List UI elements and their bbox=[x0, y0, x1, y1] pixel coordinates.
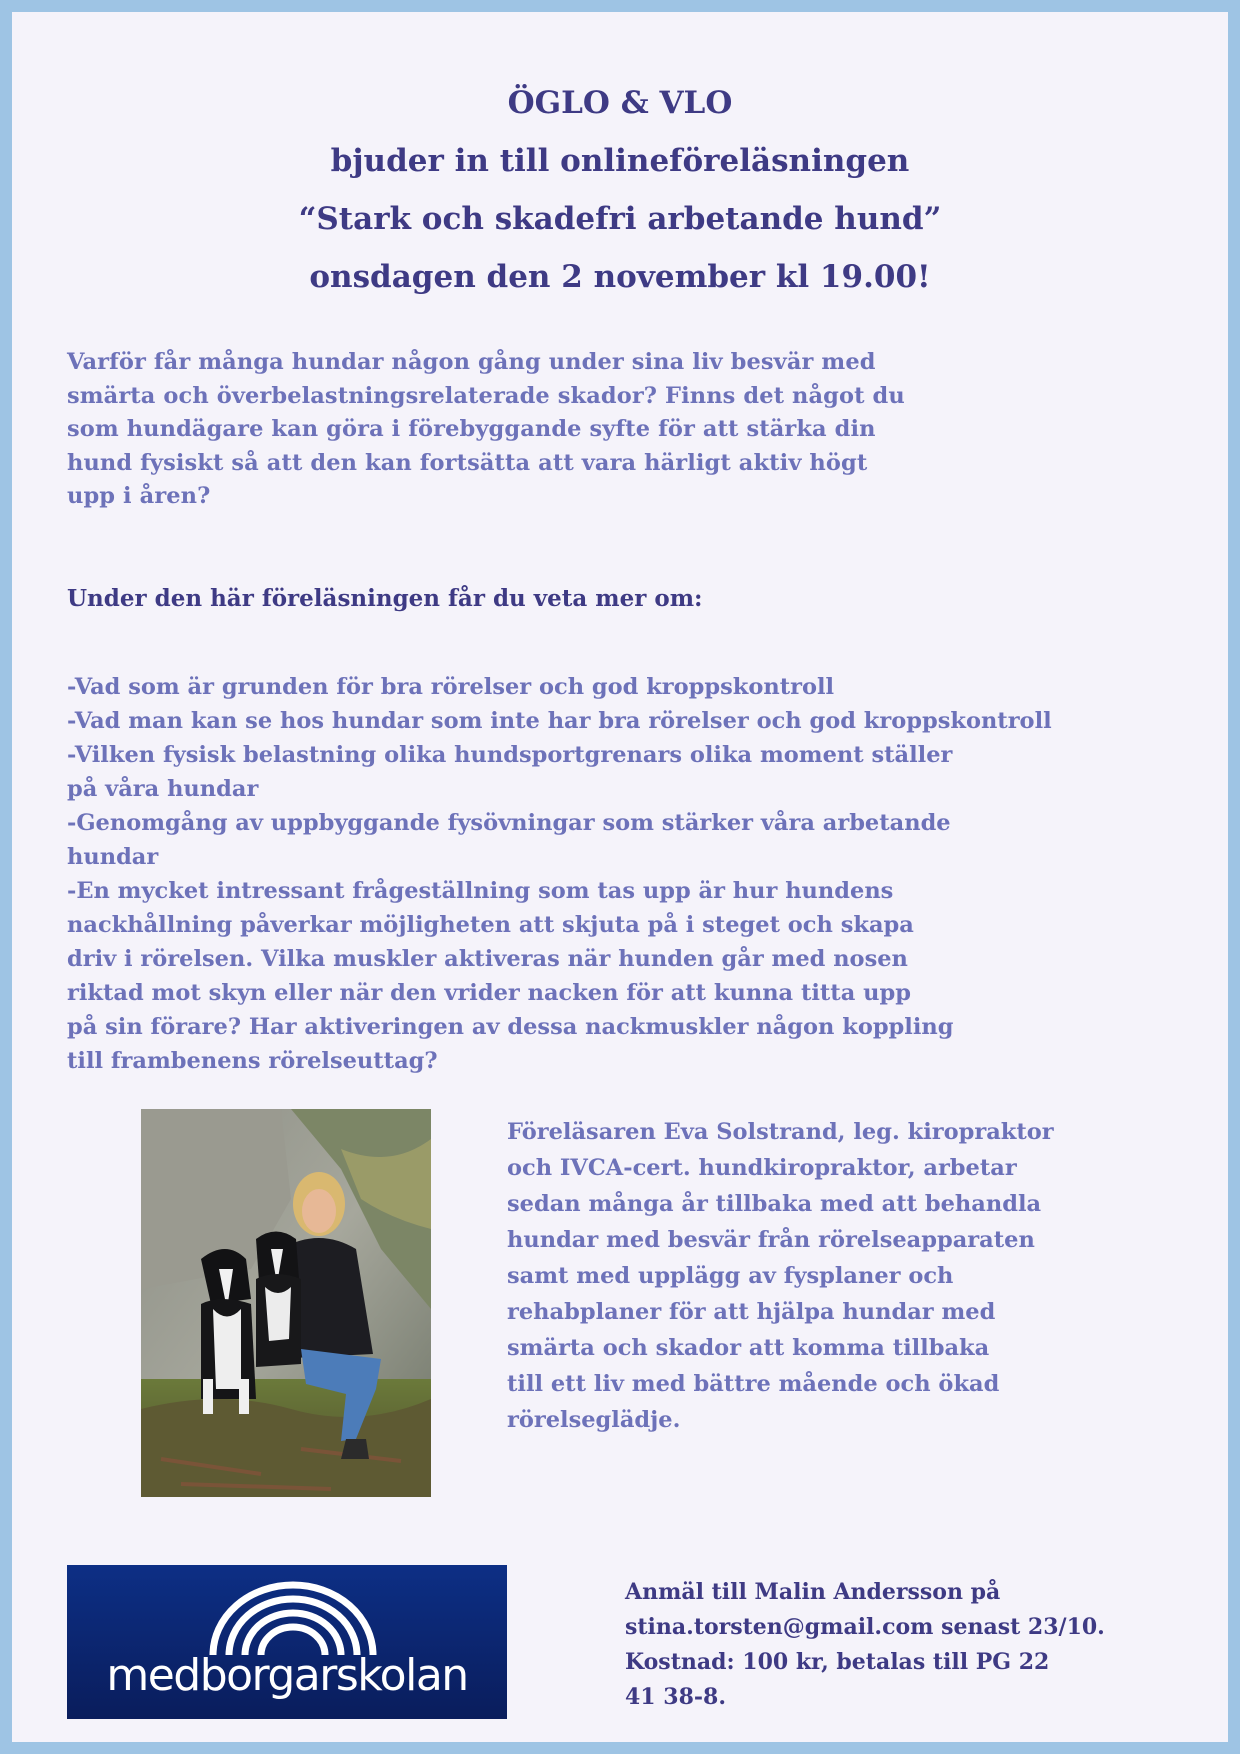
bio-line: samt med upplägg av fysplaner och bbox=[507, 1263, 954, 1289]
flyer-page bbox=[12, 12, 1228, 1742]
topics-list bbox=[67, 670, 1227, 1078]
lecture-title: “Stark och skadefri arbetande hund” bbox=[298, 201, 942, 237]
topic-line: -Genomgång av uppbyggande fysövningar som stärker våra arbetande bbox=[67, 810, 951, 836]
signup-line: Kostnad: 100 kr, betalas till PG 22 bbox=[625, 1649, 1050, 1675]
topic-line: -En mycket intressant frågeställning som tas upp är hur hundens bbox=[67, 878, 894, 904]
intro-line: smärta och överbelastningsrelaterade skador? Finns det något du bbox=[67, 382, 905, 409]
signup-line: stina.torsten@gmail.com senast 23/10. bbox=[625, 1614, 1105, 1640]
topic-line: till frambenens rörelseuttag? bbox=[67, 1048, 438, 1074]
intro-line: som hundägare kan göra i förebyggande syfte för att stärka din bbox=[67, 416, 876, 442]
bio-line: och IVCA-cert. hundkiropraktor, arbetar bbox=[507, 1155, 1017, 1181]
topic-line: hundar bbox=[67, 844, 159, 870]
lecturer-bio bbox=[507, 1114, 1054, 1438]
invitation-line: bjuder in till onlineföreläsningen bbox=[330, 143, 910, 179]
topic-line: på våra hundar bbox=[67, 776, 259, 802]
topic-line: nackhållning påverkar möjligheten att skjuta på i steget och skapa bbox=[67, 912, 914, 938]
bio-line: sedan många år tillbaka med att behandla bbox=[507, 1191, 1042, 1217]
intro-paragraph bbox=[67, 346, 1067, 514]
bio-line: smärta och skador att komma tillbaka bbox=[507, 1335, 990, 1361]
bio-line: rörelseglädje. bbox=[507, 1407, 681, 1433]
intro-line: Varför får många hundar någon gång under sina liv besvär med bbox=[67, 349, 876, 375]
intro-line: upp i åren? bbox=[67, 483, 211, 509]
topic-line: -Vad som är grunden för bra rörelser och god kroppskontroll bbox=[67, 674, 835, 700]
organizers-line: ÖGLO & VLO bbox=[507, 85, 733, 121]
topic-line: -Vilken fysisk belastning olika hundsportgrenars olika moment ställer bbox=[67, 742, 953, 768]
intro-line: hund fysiskt så att den kan fortsätta att vara härligt aktiv högt bbox=[67, 449, 868, 476]
topic-line: på sin förare? Har aktiveringen av dessa nackmuskler någon koppling bbox=[67, 1014, 954, 1040]
lecturer-with-dogs-image bbox=[141, 1109, 431, 1497]
event-date: onsdagen den 2 november kl 19.00! bbox=[309, 259, 931, 295]
event-heading bbox=[12, 74, 1228, 306]
medborgarskolan-logo bbox=[67, 1565, 507, 1719]
signup-info bbox=[625, 1575, 1105, 1715]
signup-line: Anmäl till Malin Andersson på bbox=[625, 1579, 1001, 1605]
bio-line: hundar med besvär från rörelseapparaten bbox=[507, 1227, 1035, 1253]
topic-line: -Vad man kan se hos hundar som inte har bra rörelser och god kroppskontroll bbox=[67, 708, 1052, 734]
lecturer-photo bbox=[141, 1109, 431, 1497]
signup-line: 41 38-8. bbox=[625, 1684, 726, 1710]
bio-line: Föreläsaren Eva Solstrand, leg. kiropraktor bbox=[507, 1119, 1054, 1145]
logo-text: medborgarskolan bbox=[106, 1650, 468, 1701]
topics-heading: Under den här föreläsningen får du veta mer om: bbox=[67, 585, 703, 612]
bio-line: till ett liv med bättre mående och ökad bbox=[507, 1371, 1000, 1397]
logo-graphic bbox=[67, 1565, 507, 1719]
topic-line: riktad mot skyn eller när den vrider nacken för att kunna titta upp bbox=[67, 980, 911, 1006]
topic-line: driv i rörelsen. Vilka muskler aktiveras när hunden går med nosen bbox=[67, 946, 908, 972]
bio-line: rehabplaner för att hjälpa hundar med bbox=[507, 1299, 996, 1325]
